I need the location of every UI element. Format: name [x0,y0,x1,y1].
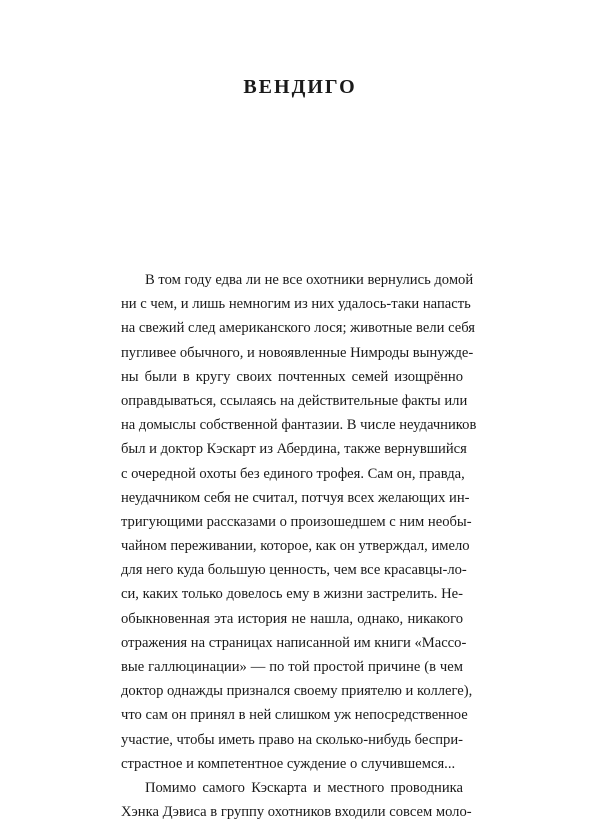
text-line: пугливее обычного, и новоявленные Нимроды вынужде- [121,344,474,361]
paragraph [121,776,472,824]
text-line: для него куда большую ценность, чем все красавцы-ло- [121,562,467,579]
text-line: си, каких только довелось ему в жизни застрелить. Не- [121,586,463,603]
text-line: на свежий след американского лося; животные вели себя [121,320,475,337]
body-text [121,268,477,824]
text-line: на домыслы собственной фантазии. В числе неудачников [121,417,477,434]
text-line: участие, чтобы иметь право на сколько-нибудь беспри- [121,731,464,748]
text-line: чайном переживании, которое, как он утверждал, имело [121,538,470,555]
text-line: оправдываться, ссылаясь на действительные факты или [121,392,468,409]
text-line: был и доктор Кэскарт из Абердина, также вернувшийся [121,441,467,458]
paragraph [121,268,477,776]
text-line: что сам он принял в ней слишком уж непосредственное [121,707,468,724]
text-line: страстное и компетентное суждение о случившемся... [121,755,456,772]
text-line: ны были в кругу своих почтенных семей изощрённо [121,368,463,385]
text-line: тригующими рассказами о произошедшем с ним необы- [121,513,472,530]
text-line: с очередной охоты без единого трофея. Сам он, правда, [121,465,465,482]
text-line: ни с чем, и лишь немногим из них удалось-таки напасть [121,296,471,313]
text-line: вые галлюцинации» — по той простой причине (в чем [121,659,463,675]
text-line: В том году едва ли не все охотники вернулись домой [145,272,474,288]
text-line: неудачником себя не считал, потчуя всех желающих ин- [121,489,470,506]
text-line: Помимо самого Кэскарта и местного проводника [145,779,463,796]
text-line: доктор однажды признался своему приятелю и коллеге), [121,683,473,700]
chapter-title: ВЕНДИГО [243,76,357,98]
text-line: отражения на страницах написанной им книги «Массо- [121,634,467,651]
text-line: Хэнка Дэвиса в группу охотников входили совсем моло- [121,804,472,821]
text-line: обыкновенная эта история не нашла, однако, никакого [121,610,463,627]
